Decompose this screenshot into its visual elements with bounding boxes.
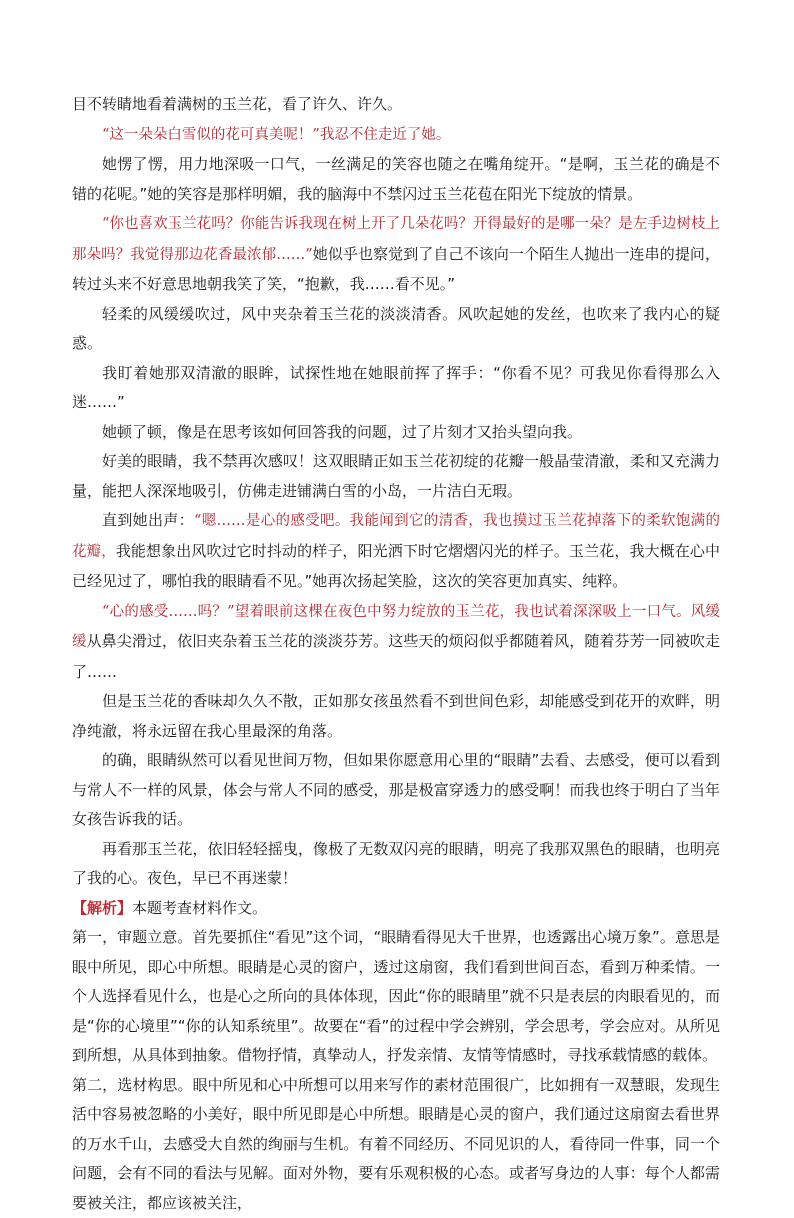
essay-paragraph-1: 目不转睛地看着满树的玉兰花，看了许久、许久。	[72, 90, 720, 120]
document-page	[72, 90, 720, 1218]
essay-paragraph-4: “你也喜欢玉兰花吗？你能告诉我现在树上开了几朵花吗？开得最好的是哪一朵？是左手边树枝上那朵吗？我觉得那边花香最浓郁……”她似乎也察觉到了自己不该向一个陌生人抛出一连串的提问，转过头来不好意思地朝我笑了笑，“抱歉，我……看不见。”	[72, 209, 720, 300]
analysis-tag: 【解析】	[72, 899, 132, 917]
analysis-point-2: 第二，选材构思。眼中所见和心中所想可以用来写作的素材范围很广，比如拥有一双慧眼，发现生活中容易被忽略的小美好，眼中所见即是心中所想。眼睛是心灵的窗户，我们通过这扇窗去看世界的万水千山，去感受大自然的绚丽与生机。有着不同经历、不同见识的人，看待同一件事，同一个问题，会有不同的看法与见解。面对外物，要有乐观积极的心态。或者写身边的人事：每个人都需要被关注，都应该被关注，	[72, 1071, 720, 1218]
essay-paragraph-12: 的确，眼睛纵然可以看见世间万物，但如果你愿意用心里的“眼睛”去看、去感受，便可以看到与常人不一样的风景，体会与常人不同的感受，那是极富穿透力的感受啊！而我也终于明白了当年女孩告诉我的话。	[72, 746, 720, 835]
essay-paragraph-9: 直到她出声：“嗯……是心的感受吧。我能闻到它的清香，我也摸过玉兰花掉落下的柔软饱满的花瓣，我能想象出风吹过它时抖动的样子，阳光洒下时它熠熠闪光的样子。玉兰花，我大概在心中已经见过了，哪怕我的眼睛看不见。”她再次扬起笑脸，这次的笑容更加真实、纯粹。	[72, 506, 720, 597]
essay-paragraph-6: 我盯着她那双清澈的眼眸，试探性地在她眼前挥了挥手：“你看不见？可我见你看得那么入迷……”	[72, 359, 720, 418]
essay-paragraph-10: “心的感受……吗？”望着眼前这棵在夜色中努力绽放的玉兰花，我也试着深深吸上一口气。风缓缓从鼻尖滑过，依旧夹杂着玉兰花的淡淡芬芳。这些天的烦闷似乎都随着风，随着芬芳一同被吹走了……	[72, 597, 720, 688]
essay-paragraph-2: “这一朵朵白雪似的花可真美呢！”我忍不住走近了她。	[72, 120, 720, 151]
analysis-intro: 本题考查材料作文。	[132, 899, 267, 917]
analysis-heading	[72, 894, 720, 924]
essay-paragraph-13: 再看那玉兰花，依旧轻轻摇曳，像极了无数双闪亮的眼睛，明亮了我那双黑色的眼睛，也明亮了我的心。夜色，早已不再迷蒙！	[72, 835, 720, 894]
analysis-point-1: 第一，审题立意。首先要抓住“看见”这个词，“眼睛看得见大千世界，也透露出心境万象”。意思是眼中所见，即心中所想。眼睛是心灵的窗户，透过这扇窗，我们看到世间百态，看到万种柔情。一个人选择看见什么，也是心之所向的具体体现，因此“你的眼睛里”就不只是表层的肉眼看见的，而是“你的心境里”“你的认知系统里”。故要在“看”的过程中学会辨别，学会思考，学会应对。从所见到所想，从具体到抽象。借物抒情，真挚动人，抒发亲情、友情等情感时，寻找承载情感的载体。	[72, 923, 720, 1071]
essay-paragraph-8: 好美的眼睛，我不禁再次感叹！这双眼睛正如玉兰花初绽的花瓣一般晶莹清澈，柔和又充满力量，能把人深深地吸引，仿佛走进铺满白雪的小岛，一片洁白无瑕。	[72, 447, 720, 506]
essay-paragraph-11: 但是玉兰花的香味却久久不散，正如那女孩虽然看不到世间色彩，却能感受到花开的欢畔，明净纯澈，将永远留在我心里最深的角落。	[72, 687, 720, 746]
essay-paragraph-7: 她顿了顿，像是在思考该如何回答我的问题，过了片刻才又抬头望向我。	[72, 418, 720, 448]
essay-paragraph-3: 她愣了愣，用力地深吸一口气，一丝满足的笑容也随之在嘴角绽开。“是啊，玉兰花的确是不错的花呢。”她的笑容是那样明媚，我的脑海中不禁闪过玉兰花苞在阳光下绽放的情景。	[72, 150, 720, 209]
essay-paragraph-5: 轻柔的风缓缓吹过，风中夹杂着玉兰花的淡淡清香。风吹起她的发丝，也吹来了我内心的疑惑。	[72, 300, 720, 359]
